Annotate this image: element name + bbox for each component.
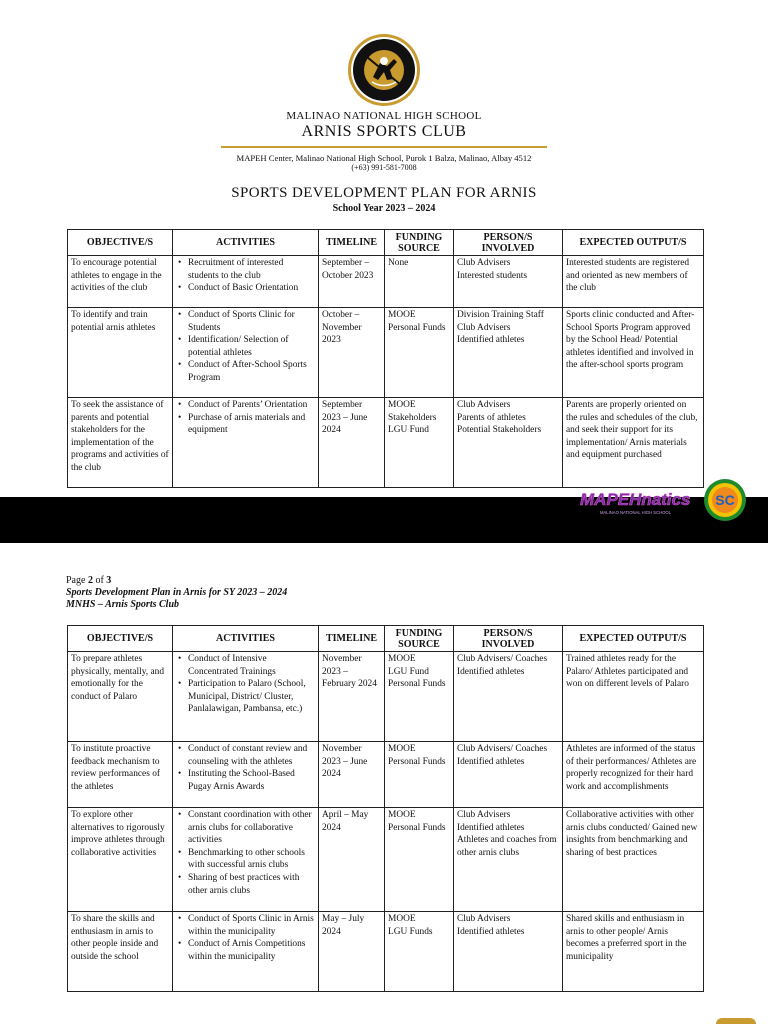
col-header-output: EXPECTED OUTPUT/S [563,626,704,652]
page-two-header [66,575,287,611]
objective-cell: To seek the assistance of parents and potential stakeholders for the implementation of the programs and activities of the club [68,398,173,488]
page-label: Page [66,575,88,586]
funding-cell: MOOE LGU Funds [385,912,454,992]
timeline-cell: May – July 2024 [319,912,385,992]
activity-item: • Sharing of best practices with other arnis clubs [176,872,315,897]
activity-item: • Conduct of Intensive Concentrated Trainings [176,653,315,678]
seal-text: SC [715,492,735,508]
arnis-club-logo [347,33,421,107]
activity-item: • Conduct of Arnis Competitions within the municipality [176,938,315,963]
club-phone: (+63) 991-581-7008 [351,163,417,172]
output-cell: Athletes are informed of the status of their performances/ Athletes are properly recognized for their hard work and accomplishments [563,742,704,808]
activity-item: • Participation to Palaro (School, Municipal, District/ Cluster, Panlalawigan, Pambansa, etc.) [176,678,315,716]
col-header-timeline: TIMELINE [319,626,385,652]
activities-list [176,913,315,963]
table-row [68,742,704,808]
funding-cell: MOOE Personal Funds [385,308,454,398]
table-row [68,808,704,912]
persons-cell: Club Advisers/ Coaches Identified athletes [454,742,563,808]
col-header-activities: ACTIVITIES [173,230,319,256]
activities-cell [173,256,319,308]
col-header-funding: FUNDING SOURCE [385,626,454,652]
table-row [68,652,704,742]
col-header-persons: PERSON/S INVOLVED [454,626,563,652]
activity-item: • Conduct of After-School Sports Program [176,359,315,384]
activities-cell [173,398,319,488]
col-header-persons: PERSON/S INVOLVED [454,230,563,256]
output-cell: Sports clinic conducted and After-School Sports Program approved by the School Head/ Potential athletes identified and involved in the after-school sports program [563,308,704,398]
funding-cell: MOOE Personal Funds [385,742,454,808]
corner-decoration [716,1018,756,1024]
activities-cell [173,808,319,912]
table-row [68,912,704,992]
timeline-cell: September 2023 – June 2024 [319,398,385,488]
table-header-row [68,230,704,256]
activities-list [176,809,315,897]
timeline-cell: November 2023 – June 2024 [319,742,385,808]
page-number-line [66,575,287,587]
plan-school-year: School Year 2023 – 2024 [332,203,436,214]
output-cell: Trained athletes ready for the Palaro/ Athletes participated and won on different levels of Palaro [563,652,704,742]
timeline-cell: November 2023 – February 2024 [319,652,385,742]
funding-cell: None [385,256,454,308]
activity-item: • Conduct of constant review and counseling with the athletes [176,743,315,768]
objective-cell: To identify and train potential arnis athletes [68,308,173,398]
funding-cell: MOOE Personal Funds [385,808,454,912]
activities-list [176,309,315,385]
objective-cell: To prepare athletes physically, mentally, and emotionally for the conduct of Palaro [68,652,173,742]
page-one [0,0,768,497]
persons-cell: Club Advisers/ Coaches Identified athletes [454,652,563,742]
doc-running-title: Sports Development Plan in Arnis for SY 2023 – 2024 [66,587,288,598]
table-header-row [68,626,704,652]
objective-cell: To encourage potential athletes to engage in the activities of the club [68,256,173,308]
objective-cell: To explore other alternatives to rigorously improve athletes through collaborative activities [68,808,173,912]
output-cell: Collaborative activities with other arnis clubs conducted/ Gained new insights from benchmarking and sharing of best practices [563,808,704,912]
activity-item: • Conduct of Basic Orientation [176,282,315,295]
col-header-activities: ACTIVITIES [173,626,319,652]
activity-item: • Conduct of Parents’ Orientation [176,399,315,412]
mapehnatics-logo [578,486,702,518]
objective-cell: To share the skills and enthusiasm in arnis to other people inside and outside the school [68,912,173,992]
activity-item: • Instituting the School-Based Pugay Arnis Awards [176,768,315,793]
activities-list [176,653,315,716]
mapehnatics-text: MAPEHnatics [580,490,691,509]
activity-item: • Constant coordination with other arnis clubs for collaborative activities [176,809,315,847]
activities-list [176,399,315,437]
doc-running-subtitle: MNHS – Arnis Sports Club [66,599,180,610]
timeline-cell: April – May 2024 [319,808,385,912]
table-row [68,398,704,488]
persons-cell: Club Advisers Identified athletes Athletes and coaches from other arnis clubs [454,808,563,912]
club-name: ARNIS SPORTS CLUB [301,123,467,140]
output-cell: Shared skills and enthusiasm in arnis to other people/ Arnis becomes a preferred sport in the municipality [563,912,704,992]
funding-cell: MOOE LGU Fund Personal Funds [385,652,454,742]
activity-item: • Conduct of Sports Clinic in Arnis within the municipality [176,913,315,938]
page-of: of [92,575,107,586]
persons-cell: Club Advisers Interested students [454,256,563,308]
persons-cell: Division Training Staff Club Advisers Identified athletes [454,308,563,398]
table-row [68,308,704,398]
activities-list [176,257,315,295]
header-divider [221,146,547,148]
col-header-funding: FUNDING SOURCE [385,230,454,256]
activities-cell [173,308,319,398]
plan-title: SPORTS DEVELOPMENT PLAN FOR ARNIS [231,185,537,201]
page-total: 3 [106,575,112,586]
student-council-seal [703,478,747,522]
plan-table-page-1 [67,229,704,488]
activity-item: • Conduct of Sports Clinic for Students [176,309,315,334]
plan-table-page-2 [67,625,704,992]
persons-cell: Club Advisers Parents of athletes Potential Stakeholders [454,398,563,488]
activity-item: • Identification/ Selection of potential athletes [176,334,315,359]
club-address: MAPEH Center, Malinao National High School, Purok 1 Balza, Malinao, Albay 4512 [236,153,532,163]
funding-cell: MOOE Stakeholders LGU Fund [385,398,454,488]
output-cell: Interested students are registered and oriented as new members of the club [563,256,704,308]
activities-cell [173,912,319,992]
output-cell: Parents are properly oriented on the rules and schedules of the club, and seek their support for its implementation/ Arnis materials and equipment purchased [563,398,704,488]
persons-cell: Club Advisers Identified athletes [454,912,563,992]
timeline-cell: September – October 2023 [319,256,385,308]
activities-cell [173,652,319,742]
col-header-output: EXPECTED OUTPUT/S [563,230,704,256]
activity-item: • Purchase of arnis materials and equipment [176,412,315,437]
table-row [68,256,704,308]
mapehnatics-subtext: MALINAO NATIONAL HIGH SCHOOL [600,510,671,515]
objective-cell: To institute proactive feedback mechanism to review performances of the athletes [68,742,173,808]
activity-item: • Recruitment of interested students to the club [176,257,315,282]
col-header-objectives: OBJECTIVE/S [68,626,173,652]
activities-list [176,743,315,793]
timeline-cell: October – November 2023 [319,308,385,398]
col-header-objectives: OBJECTIVE/S [68,230,173,256]
page-number: 2 [87,575,93,586]
activities-cell [173,742,319,808]
activity-item: • Benchmarking to other schools with successful arnis clubs [176,847,315,872]
school-name: MALINAO NATIONAL HIGH SCHOOL [286,110,482,122]
col-header-timeline: TIMELINE [319,230,385,256]
